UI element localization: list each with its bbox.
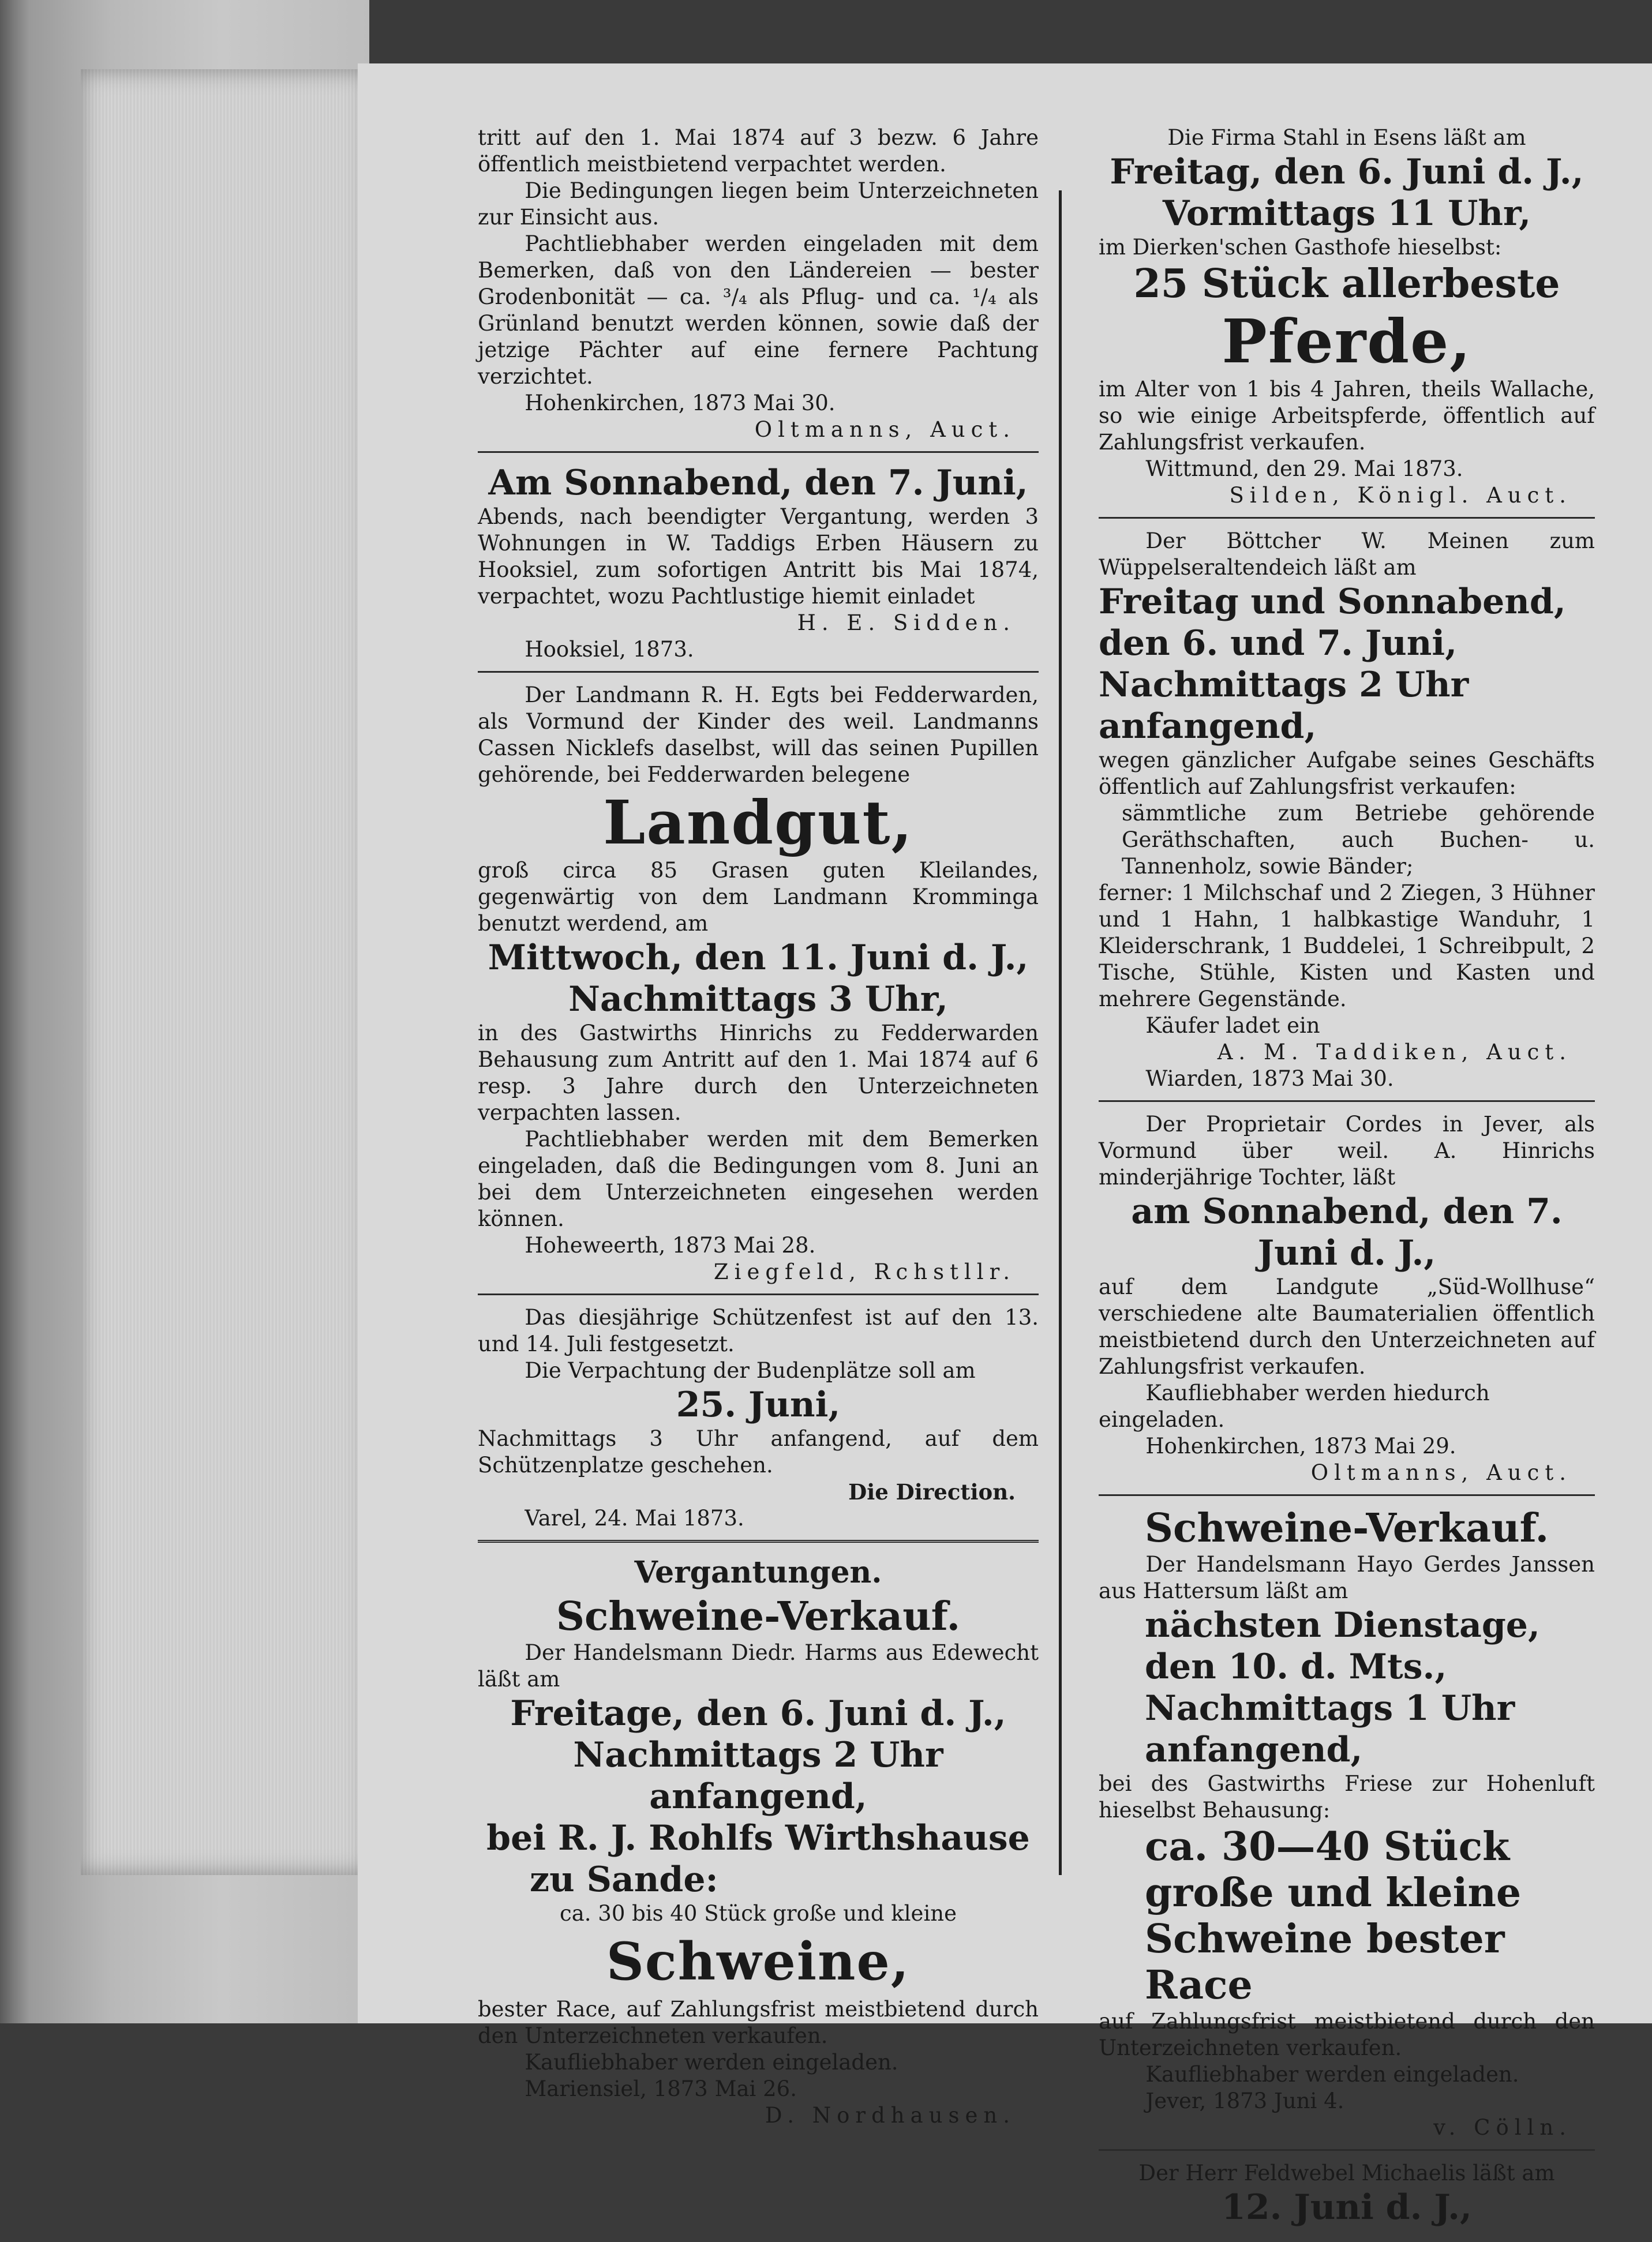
ad-text: Käufer ladet ein bbox=[1145, 1013, 1320, 1038]
ad-feldwebel-michaelis bbox=[1099, 2157, 1595, 2236]
ad-cordes-jever bbox=[1099, 1108, 1595, 1496]
ad-headline: Am Sonnabend, den 7. Juni, bbox=[488, 463, 1028, 503]
right-column bbox=[1099, 121, 1595, 2242]
ad-text: Abends, nach beendigter Vergantung, werden 3 Wohnungen in W. Taddigs Erben Häusern zu Hooksiel, zum sofortigen Antritt bis Mai 1874, verpachtet, wozu Pachtlustige hiemit einladet bbox=[478, 504, 1039, 609]
ad-landgut-fedderwarden bbox=[478, 678, 1039, 1295]
ad-item: Schweine, bbox=[606, 1931, 911, 1992]
ad-text: wegen gänzlicher Aufgabe seines Geschäfts öffentlich auf Zahlungsfrist verkaufen: bbox=[1099, 748, 1595, 799]
ad-boettcher-meinen bbox=[1099, 524, 1595, 1102]
ad-text: Die Bedingungen liegen beim Unterzeichneten zur Einsicht aus. bbox=[478, 178, 1039, 230]
ad-text: Der Proprietair Cordes in Jever, als Vormund über weil. A. Hinrichs minderjährige Tochter, läßt bbox=[1099, 1112, 1595, 1190]
ad-schweine-edewecht bbox=[478, 1549, 1039, 2137]
ad-place-date: Hohenkirchen, 1873 Mai 30. bbox=[525, 391, 836, 415]
ad-place-date: Jever, 1873 Juni 4. bbox=[1145, 2089, 1344, 2113]
ad-headline: Schweine-Verkauf. bbox=[1144, 1505, 1549, 1551]
ad-signature: Oltmanns, Auct. bbox=[754, 417, 1016, 442]
ad-signature: D. Nordhausen. bbox=[765, 2103, 1016, 2128]
ad-signature: Ziegfeld, Rchstllr. bbox=[713, 1259, 1016, 1284]
ad-text: Der Handelsmann Diedr. Harms aus Edewecht läßt am bbox=[478, 1640, 1039, 1692]
ad-text: im Dierken'schen Gasthofe hieselbst: bbox=[1099, 235, 1502, 260]
ad-text: Der Böttcher W. Meinen zum Wüppelseraltendeich läßt am bbox=[1099, 528, 1595, 580]
ad-location: bei R. J. Rohlfs Wirthshause bbox=[486, 1818, 1030, 1858]
ad-place-date: Hoheweerth, 1873 Mai 28. bbox=[525, 1233, 816, 1258]
ad-text: Die Firma Stahl in Esens läßt am bbox=[1167, 125, 1526, 150]
ad-text: Nachmittags 3 Uhr anfangend, auf dem Schützenplatze geschehen. bbox=[478, 1426, 1039, 1478]
ad-text: Pachtliebhaber werden mit dem Bemerken eingeladen, daß die Bedingungen vom 8. Juni an bei dem Unterzeichneten eingesehen werden können. bbox=[478, 1127, 1039, 1231]
ad-schweine-hattersum bbox=[1099, 1502, 1595, 2151]
ad-headline: 25. Juni, bbox=[676, 1385, 841, 1425]
ad-schuetzenfest-varel bbox=[478, 1301, 1039, 1543]
ad-item: ca. 30—40 Stück große und kleine Schweine bester Race bbox=[1145, 1824, 1522, 2008]
ad-text: Die Verpachtung der Budenplätze soll am bbox=[525, 1358, 976, 1383]
ad-time: Nachmittags 2 Uhr anfangend, bbox=[573, 1735, 943, 1817]
ad-date: Freitag und Sonnabend, den 6. und 7. Juni, Nachmittags 2 Uhr anfangend, bbox=[1099, 582, 1566, 747]
ad-text: sämmtliche zum Betriebe gehörende Geräthschaften, auch Buchen- u. Tannenholz, sowie Bänder; bbox=[1122, 801, 1595, 879]
ad-item: Pferde, bbox=[1222, 306, 1472, 377]
ad-place-date: Wittmund, den 29. Mai 1873. bbox=[1145, 456, 1463, 481]
left-column bbox=[478, 121, 1039, 2143]
ad-date: Freitag, den 6. Juni d. J., bbox=[1110, 152, 1584, 192]
ad-date: nächsten Dienstage, den 10. d. Mts., Nachmittags 1 Uhr anfangend, bbox=[1145, 1605, 1540, 1770]
ad-place-date: Varel, 24. Mai 1873. bbox=[525, 1506, 744, 1531]
ad-date: am Sonnabend, den 7. Juni d. J., bbox=[1131, 1191, 1563, 1273]
ad-headline: Schweine-Verkauf. bbox=[556, 1594, 961, 1640]
ad-place-date: Wiarden, 1873 Mai 30. bbox=[1145, 1066, 1394, 1091]
ad-text: bester Race, auf Zahlungsfrist meistbietend durch den Unterzeichneten verkaufen. bbox=[478, 1997, 1039, 2048]
ad-text: Der Herr Feldwebel Michaelis läßt am bbox=[1138, 2161, 1555, 2185]
ad-pferde-esens bbox=[1099, 121, 1595, 519]
ad-text: tritt auf den 1. Mai 1874 auf 3 bezw. 6 Jahre öffentlich meistbietend verpachtet werden. bbox=[478, 125, 1039, 177]
ad-text: im Alter von 1 bis 4 Jahren, theils Wallache, so wie einige Arbeitspferde, öffentlich auf Zahlungsfrist verkaufen. bbox=[1099, 377, 1595, 455]
ad-date: Mittwoch, den 11. Juni d. J., bbox=[488, 938, 1029, 978]
ad-text: groß circa 85 Grasen guten Kleilandes, gegenwärtig von dem Landmann Kromminga benutzt werdend, am bbox=[478, 858, 1039, 936]
ad-location: zu Sande: bbox=[530, 1859, 718, 1900]
ad-place-date: Hooksiel, 1873. bbox=[525, 637, 694, 662]
ad-text: Kaufliebhaber werden eingeladen. bbox=[525, 2050, 898, 2075]
column-divider bbox=[1059, 190, 1062, 1875]
ad-signature: Silden, Königl. Auct. bbox=[1229, 483, 1572, 508]
ad-count: 25 Stück allerbeste bbox=[1133, 261, 1560, 307]
ad-text: Der Handelsmann Hayo Gerdes Janssen aus Hattersum läßt am bbox=[1099, 1552, 1595, 1603]
ad-signature: v. Cölln. bbox=[1433, 2115, 1572, 2140]
ad-text: Kaufliebhaber werden eingeladen. bbox=[1145, 2062, 1519, 2087]
ad-signature: Oltmanns, Auct. bbox=[1310, 1460, 1572, 1485]
ad-headline: Landgut, bbox=[603, 787, 913, 858]
ad-text: Das diesjährige Schützenfest ist auf den 13. und 14. Juli festgesetzt. bbox=[478, 1305, 1039, 1356]
ad-signature: A. M. Taddiken, Auct. bbox=[1217, 1040, 1572, 1064]
ad-time: Vormittags 11 Uhr, bbox=[1162, 193, 1531, 234]
ad-text: auf dem Landgute „Süd-Wollhuse“ verschiedene alte Baumaterialien öffentlich meistbietend durch den Unterzeichneten auf Zahlungsfrist verkaufen. bbox=[1099, 1274, 1595, 1379]
ad-time: Nachmittags 3 Uhr, bbox=[568, 979, 948, 1019]
ad-text: Kaufliebhaber werden hiedurch eingeladen. bbox=[1099, 1381, 1490, 1432]
ad-place-date: Mariensiel, 1873 Mai 26. bbox=[525, 2076, 797, 2101]
ad-place-date: Hohenkirchen, 1873 Mai 29. bbox=[1145, 1434, 1456, 1459]
ad-date: 12. Juni d. J., bbox=[1222, 2187, 1472, 2228]
ad-text: ferner: 1 Milchschaf und 2 Ziegen, 3 Hühner und 1 Hahn, 1 halbkastige Wanduhr, 1 Kleiderschrank, 1 Buddelei, 1 Schreibpult, 2 Tische, Stühle, Kisten und Kasten und mehrere Gegenstände. bbox=[1099, 880, 1595, 1011]
ad-wohnungen-hooksiel bbox=[478, 459, 1039, 673]
ad-pachtung-hohenkirchen bbox=[478, 121, 1039, 453]
ad-date: Freitage, den 6. Juni d. J., bbox=[510, 1693, 1006, 1734]
ad-signature: Die Direction. bbox=[848, 1479, 1016, 1505]
ad-text: auf Zahlungsfrist meistbietend durch den Unterzeichneten verkaufen. bbox=[1099, 2009, 1595, 2060]
ad-text: Pachtliebhaber werden eingeladen mit dem Bemerken, daß von den Ländereien — bester Grodenbonität — ca. ³/₄ als Pflug- und ca. ¹/₄ als Grünland benutzt werden können, sowie daß der jetzige Pächter auf eine fernere Pachtung verzichtet. bbox=[478, 231, 1039, 389]
book-page-stack bbox=[81, 69, 369, 1875]
ad-signature: H. E. Sidden. bbox=[797, 610, 1016, 635]
ad-text: ca. 30 bis 40 Stück große und kleine bbox=[559, 1901, 957, 1926]
section-heading: Vergantungen. bbox=[634, 1555, 882, 1590]
ad-text: bei des Gastwirths Friese zur Hohenluft hieselbst Behausung: bbox=[1099, 1771, 1595, 1823]
ad-text: Der Landmann R. H. Egts bei Fedderwarden, als Vormund der Kinder des weil. Landmanns Cassen Nicklefs daselbst, will das seinen Pupillen gehörende, bei Fedderwarden belegene bbox=[478, 683, 1039, 787]
ad-text: in des Gastwirths Hinrichs zu Fedderwarden Behausung zum Antritt auf den 1. Mai 1874 auf 6 resp. 3 Jahre durch den Unterzeichneten verpachten lassen. bbox=[478, 1021, 1039, 1125]
